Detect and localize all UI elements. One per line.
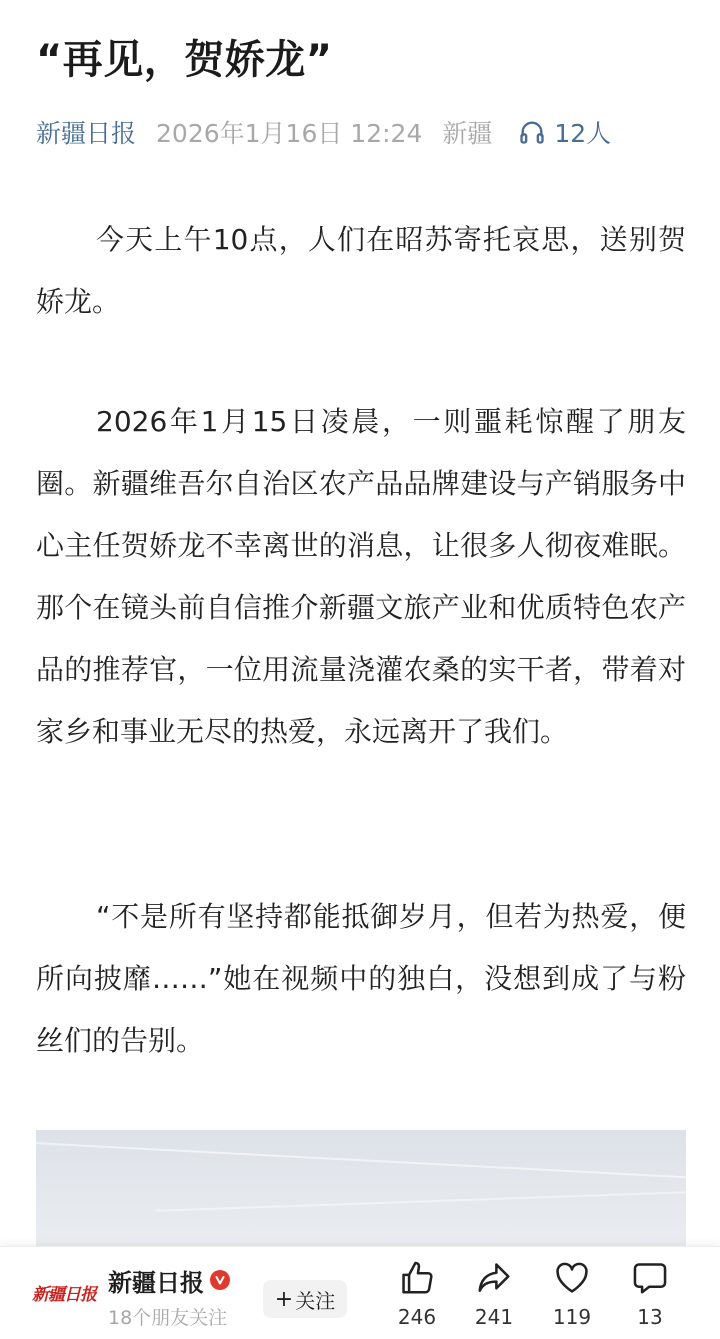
comment-button[interactable] <box>615 1259 685 1335</box>
like-count: 246 <box>397 1305 437 1329</box>
like-button[interactable] <box>382 1259 452 1335</box>
share-count: 241 <box>474 1305 514 1329</box>
follow-label: 关注 <box>295 1288 336 1313</box>
comment-count: 13 <box>637 1305 663 1329</box>
publisher-logo[interactable]: 新疆日报 <box>32 1284 96 1305</box>
listener-count: 12人 <box>554 119 612 148</box>
article-meta <box>36 112 611 152</box>
comment-bubble-icon <box>631 1259 669 1297</box>
publisher-name-row[interactable] <box>108 1263 230 1297</box>
headphones-icon <box>518 118 546 146</box>
favorite-button[interactable] <box>537 1259 607 1335</box>
article-title: “再见，贺娇龙” <box>36 37 333 83</box>
share-button[interactable] <box>459 1259 529 1335</box>
bottom-action-bar <box>0 1246 720 1339</box>
article-paragraph: “不是所有坚持都能抵御岁月，但若为热爱，便所向披靡……”她在视频中的独白，没想到成了与粉丝们的告别。 <box>36 900 686 1057</box>
publish-datetime: 2026年1月16日 12:24 <box>156 119 423 148</box>
publisher-name: 新疆日报 <box>108 1268 204 1297</box>
source-link[interactable]: 新疆日报 <box>36 119 137 148</box>
follow-button[interactable] <box>263 1280 347 1318</box>
thumbs-up-icon <box>398 1259 436 1297</box>
article-paragraph: 2026年1月15日凌晨，一则噩耗惊醒了朋友圈。新疆维吾尔自治区农产品品牌建设与产销服务中心主任贺娇龙不幸离世的消息，让很多人彻夜难眠。那个在镜头前自信推介新疆文旅产业和优质特色农产品的推荐官，一位用流量浇灌农桑的实干者，带着对家乡和事业无尽的热爱，永远离开了我们。 <box>36 405 686 748</box>
heart-icon <box>553 1259 591 1297</box>
share-arrow-icon <box>475 1259 513 1297</box>
verified-badge-icon <box>210 1270 230 1290</box>
listen-button[interactable] <box>518 114 611 150</box>
plus-icon: + <box>274 1286 294 1312</box>
article-paragraph: 今天上午10点，人们在昭苏寄托哀思，送别贺娇龙。 <box>36 223 686 318</box>
region-label: 新疆 <box>442 119 493 148</box>
favorite-count: 119 <box>552 1305 592 1329</box>
article-photo[interactable] <box>36 1130 686 1246</box>
followers-text: 18个朋友关注 <box>108 1307 228 1329</box>
